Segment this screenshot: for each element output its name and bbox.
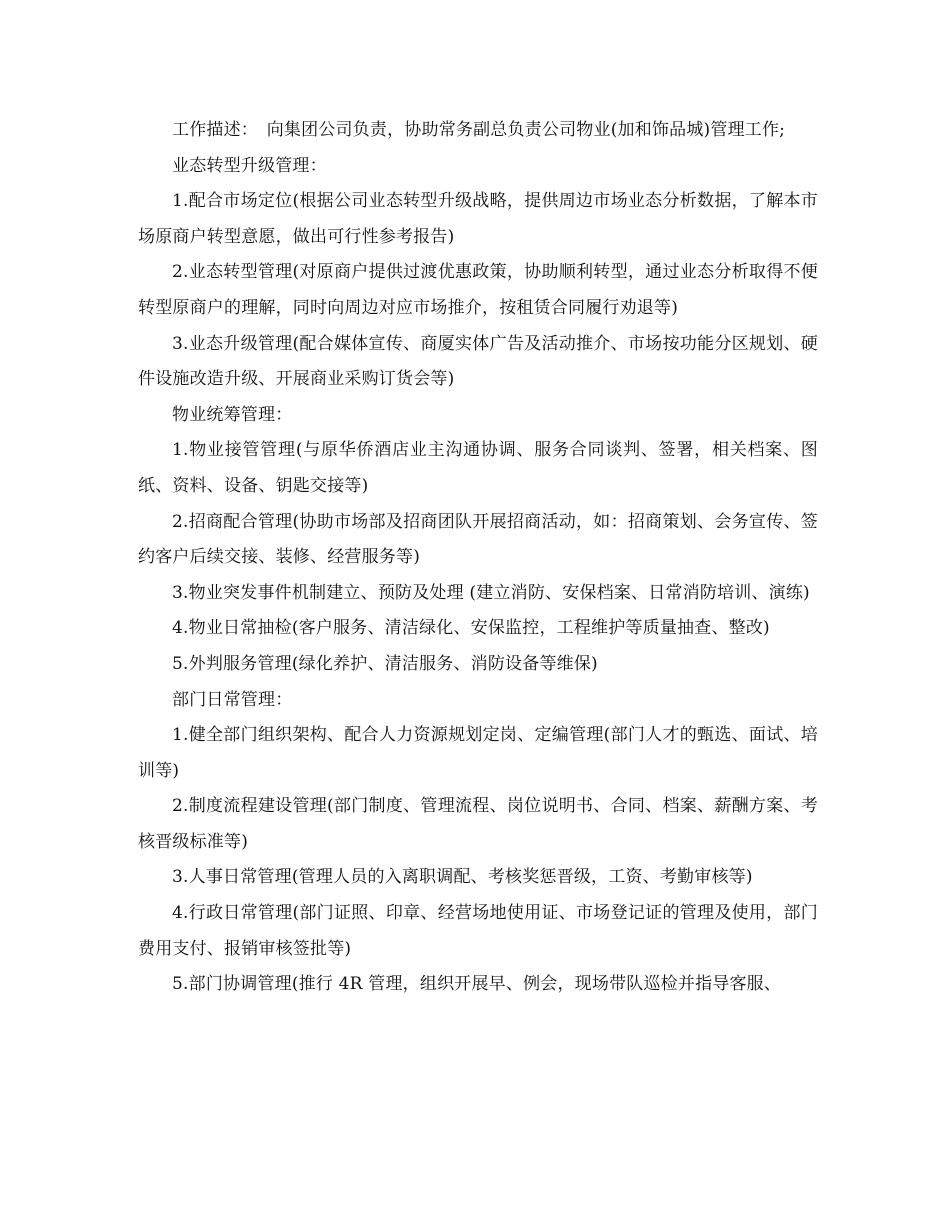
list-item: 1.配合市场定位(根据公司业态转型升级战略，提供周边市场业态分析数据，了解本市场原商户转型意愿，做出可行性参考报告)	[138, 191, 818, 247]
list-item: 2.业态转型管理(对原商户提供过渡优惠政策，协助顺利转型，通过业态分析取得不便转型原商户的理解，同时向周边对应市场推介，按租赁合同履行劝退等)	[138, 262, 818, 318]
list-item: 4.行政日常管理(部门证照、印章、经营场地使用证、市场登记证的管理及使用，部门费用支付、报销审核签批等)	[138, 903, 818, 959]
list-item: 4.物业日常抽检(客户服务、清洁绿化、安保监控，工程维护等质量抽查、整改)	[172, 618, 770, 639]
section-heading-department-management: 部门日常管理：	[172, 689, 293, 710]
list-item: 5.部门协调管理(推行 4R 管理，组织开展早、例会，现场带队巡检并指导客服、	[172, 974, 782, 995]
list-item: 3.业态升级管理(配合媒体宣传、商厦实体广告及活动推介、市场按功能分区规划、硬件设施改造升级、开展商业采购订货会等)	[138, 333, 818, 390]
list-item: 2.招商配合管理(协助市场部及招商团队开展招商活动，如：招商策划、会务宣传、签约客户后续交接、装修、经营服务等)	[138, 511, 818, 568]
document-page	[138, 113, 818, 1003]
section-heading-property-management: 物业统筹管理：	[172, 404, 293, 425]
job-description-paragraph: 工作描述： 向集团公司负责，协助常务副总负责公司物业(加和饰品城)管理工作;	[172, 120, 786, 140]
list-item: 3.人事日常管理(管理人员的入离职调配、考核奖惩晋级，工资、考勤审核等)	[172, 867, 753, 888]
list-item: 2.制度流程建设管理(部门制度、管理流程、岗位说明书、合同、档案、薪酬方案、考核晋级标准等)	[138, 796, 818, 852]
list-item: 5.外判服务管理(绿化养护、清洁服务、消防设备等维保)	[172, 653, 598, 674]
list-item: 1.物业接管管理(与原华侨酒店业主沟通协调、服务合同谈判、签署，相关档案、图纸、资料、设备、钥匙交接等)	[138, 440, 818, 496]
list-item: 3.物业突发事件机制建立、预防及处理 (建立消防、安保档案、日常消防培训、演练)	[172, 582, 810, 603]
list-item: 1.健全部门组织架构、配合人力资源规划定岗、定编管理(部门人才的甄选、面试、培训等)	[138, 725, 818, 781]
section-heading-business-upgrade: 业态转型升级管理：	[172, 155, 327, 176]
